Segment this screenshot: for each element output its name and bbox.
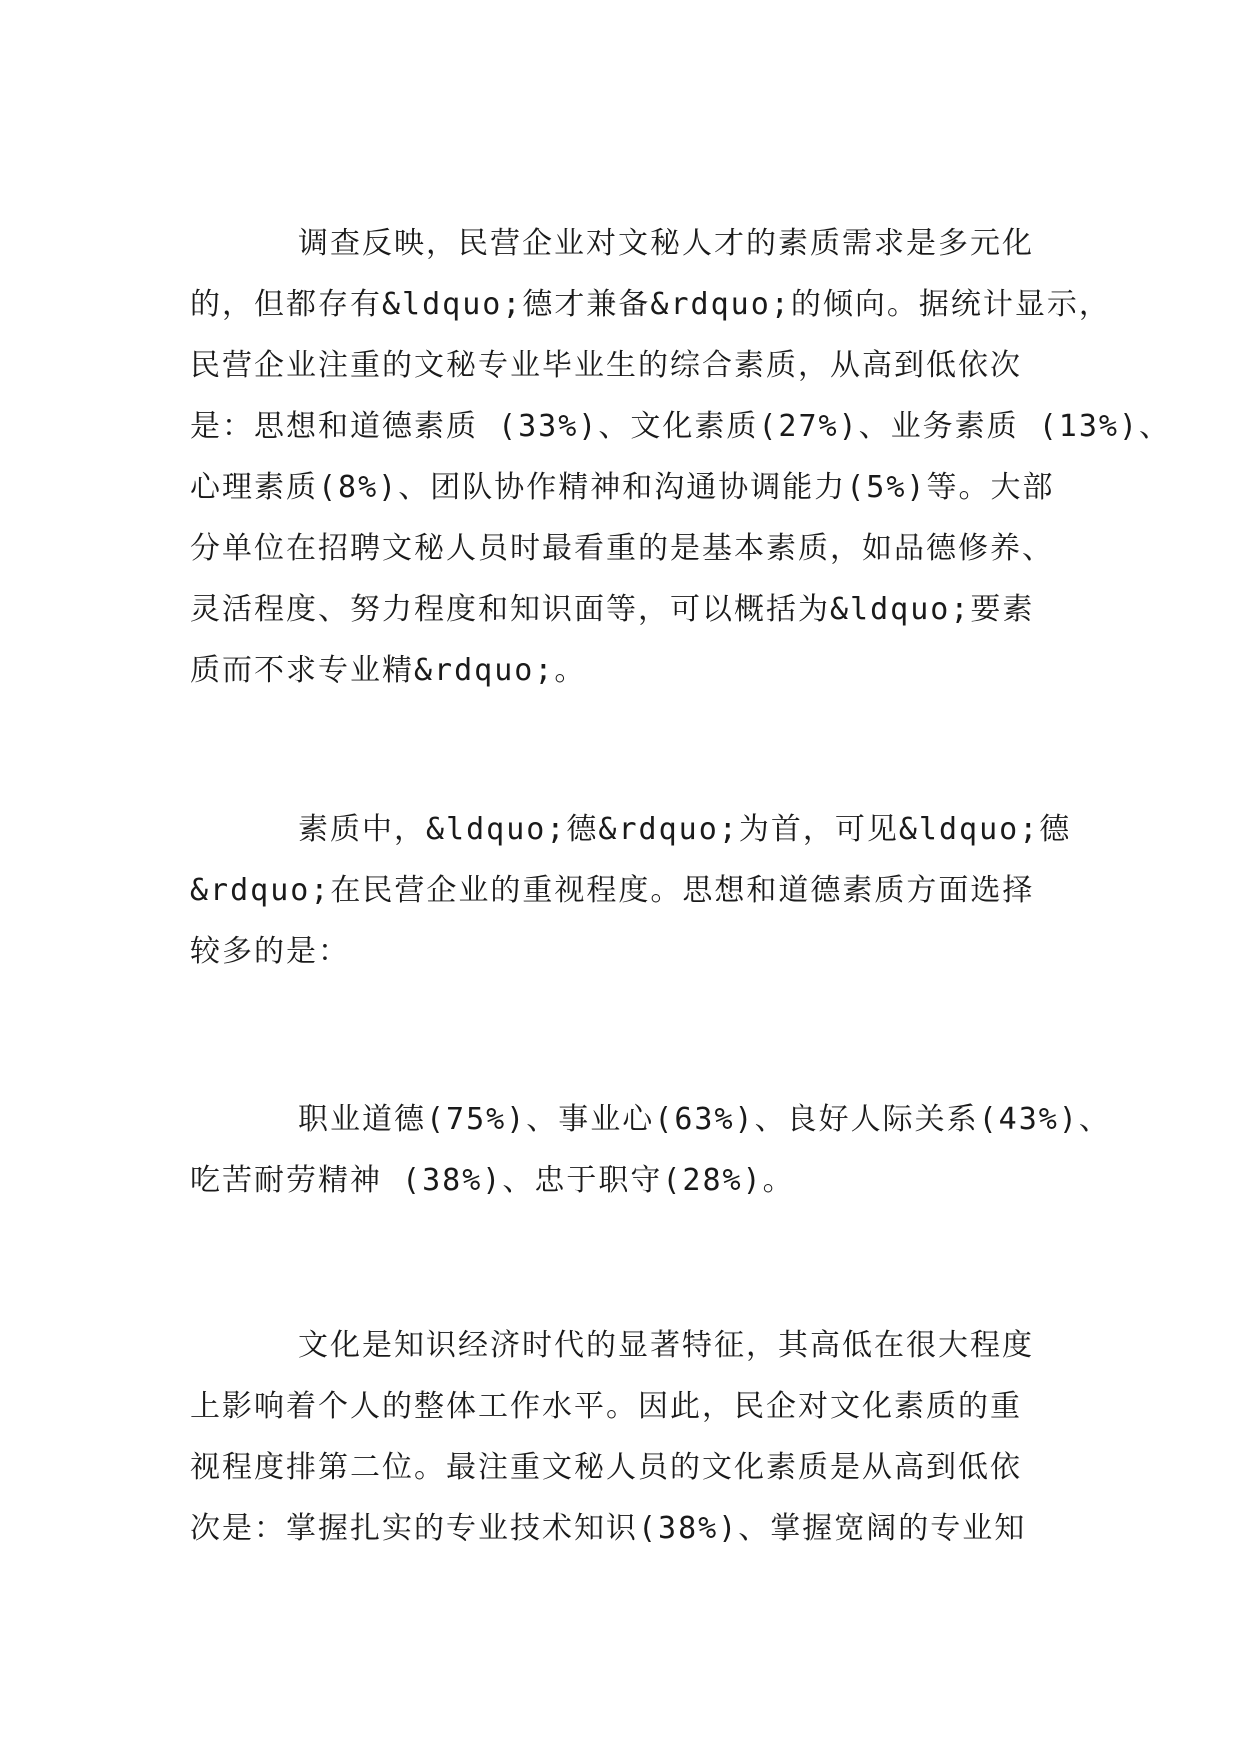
paragraph-2 (190, 799, 1070, 982)
paragraph-line: 心理素质(8%)、团队协作精神和沟通协调能力(5%)等。大部 (190, 470, 1055, 505)
paragraph-line: 质而不求专业精&rdquo;。 (190, 653, 587, 688)
paragraph-line: 的，但都存有&ldquo;德才兼备&rdquo;的倾向。据统计显示， (190, 287, 1111, 322)
paragraph-line: 上影响着个人的整体工作水平。因此，民企对文化素质的重 (190, 1389, 1022, 1424)
paragraph-line: 灵活程度、努力程度和知识面等，可以概括为&ldquo;要素 (190, 592, 1035, 627)
paragraph-line: 是：思想和道德素质 (33%)、文化素质(27%)、业务素质 (13%)、 (190, 409, 1172, 444)
paragraph-line: 民营企业注重的文秘专业毕业生的综合素质，从高到低依次 (190, 348, 1022, 383)
paragraph-1 (190, 213, 1172, 701)
paragraph-4 (190, 1315, 1070, 1559)
paragraph-line: 次是：掌握扎实的专业技术知识(38%)、掌握宽阔的专业知 (190, 1511, 1027, 1546)
paragraph-line: &rdquo;在民营企业的重视程度。思想和道德素质方面选择 (190, 873, 1035, 908)
paragraph-line: 分单位在招聘文秘人员时最看重的是基本素质，如品德修养、 (190, 531, 1054, 566)
paragraph-line: 吃苦耐劳精神 (38%)、忠于职守(28%)。 (190, 1163, 795, 1198)
paragraph-line: 视程度排第二位。最注重文秘人员的文化素质是从高到低依 (190, 1450, 1022, 1485)
paragraph-3 (190, 1089, 1111, 1211)
paragraph-line: 较多的是： (190, 934, 350, 969)
paragraph-line: 文化是知识经济时代的显著特征，其高低在很大程度 (298, 1328, 1034, 1363)
paragraph-line: 职业道德(75%)、事业心(63%)、良好人际关系(43%)、 (298, 1102, 1111, 1137)
paragraph-line: 调查反映，民营企业对文秘人才的素质需求是多元化 (298, 226, 1034, 261)
paragraph-line: 素质中，&ldquo;德&rdquo;为首，可见&ldquo;德 (298, 812, 1072, 847)
